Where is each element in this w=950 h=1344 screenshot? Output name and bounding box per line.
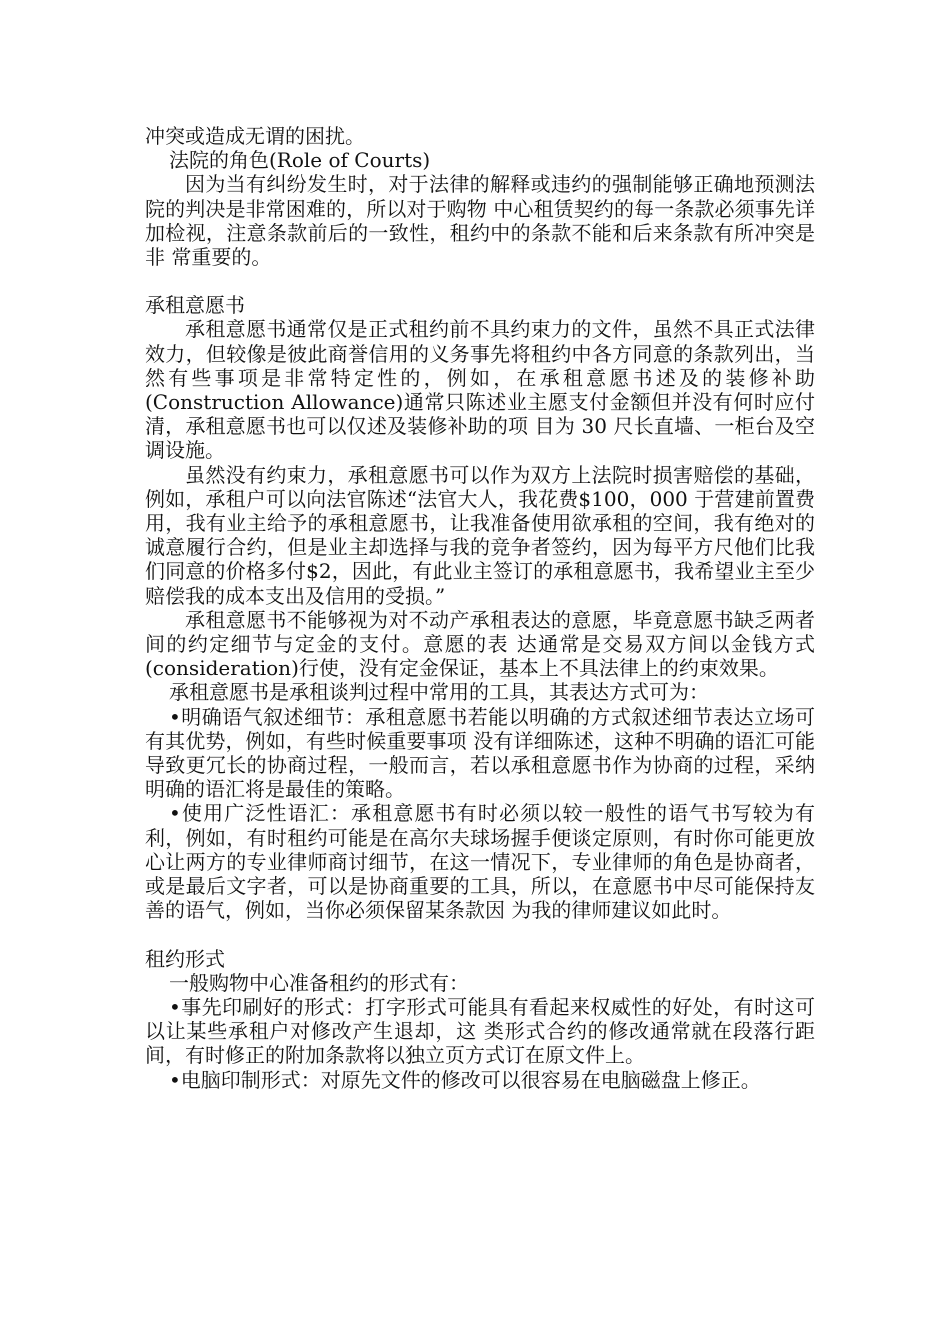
bullet-computer-form: •电脑印制形式：对原先文件的修改可以很容易在电脑磁盘上修正。 — [169, 1067, 761, 1092]
paragraph-courts: 因为当有纠纷发生时，对于法律的解释或违约的强制能够正确地预测法院的判决是非常困难的，所以对于购物 中心租赁契约的每一条款必须事先详加检视，注意条款前后的一致性，租约中的条款不能和后来条款有所冲突是非 常重要的。 — [145, 172, 815, 270]
bullet-general-language: •使用广泛性语汇：承租意愿书有时必须以较一般性的语气书写较为有利，例如，有时租约可能是在高尔夫球场握手便谈定原则，有时你可能更放心让两方的专业律师商讨细节，在这一情况下，专业律师的角色是协商者，或是最后文字者，可以是协商重要的工具，所以，在意愿书中尽可能保持友善的语气，例如，当你必须保留某条款因 为我的律师建议如此时。 — [145, 801, 815, 923]
bullet-preprinted-form: •事先印刷好的形式：打字形式可能具有看起来权威性的好处，有时这可以让某些承租户对修改产生退却，这 类形式合约的修改通常就在段落行距间，有时修正的附加条款将以独立页方式订在原文件上。 — [145, 994, 815, 1068]
paragraph-loi-3: 承租意愿书不能够视为对不动产承租表达的意愿，毕竟意愿书缺乏两者间的约定细节与定金的支付。意愿的表 达通常是交易双方间以金钱方式(consideration)行使，没有定金保证，基本上不具法律上的约束效果。 — [145, 607, 815, 681]
paragraph-continuation: 冲突或造成无谓的困扰。 — [145, 124, 365, 148]
paragraph-gap — [145, 923, 815, 947]
bullet-clear-language: •明确语气叙述细节：承租意愿书若能以明确的方式叙述细节表达立场可有其优势，例如，有些时候重要事项 没有详细陈述，这种不明确的语汇可能导致更冗长的协商过程，一般而言，若以承租意愿书作为协商的过程，采纳 明确的语汇将是最佳的策略。 — [145, 704, 815, 802]
document-page — [145, 124, 815, 1092]
subheading-role-of-courts: 法院的角色(Role of Courts) — [169, 148, 431, 173]
paragraph-loi-2: 虽然没有约束力，承租意愿书可以作为双方上法院时损害赔偿的基础，例如，承租户可以向法官陈述“法官大人，我花费$100，000 于营建前置费用，我有业主给予的承租意愿书，让我准备使用欲承租的空间，我有绝对的诚意履行合约，但是业主却选择与我的竞争者签约，因为每平方尺他们比我们同意的价格多付$2，因此，有此业主签订的承租意愿书，我希望业主至少赔偿我的成本支出及信用的受损。” — [145, 462, 815, 608]
paragraph-form-1: 一般购物中心准备租约的形式有： — [169, 970, 469, 995]
heading-lease-form: 租约形式 — [145, 946, 225, 971]
paragraph-gap — [145, 269, 815, 293]
heading-letter-of-intent: 承租意愿书 — [145, 293, 245, 318]
paragraph-loi-1: 承租意愿书通常仅是正式租约前不具约束力的文件，虽然不具正式法律效力，但较像是彼此商誉信用的义务事先将租约中各方同意的条款列出，当然有些事项是非常特定性的，例如，在承租意愿书述及的装修补助 (Construction Allowance)通常只陈述业主愿支付金额但并没有何时应付清，承租意愿书也可以仅述及装修补助的项 目为 30 尺长直墙、一柜台及空调设施。 — [145, 317, 815, 463]
paragraph-loi-4: 承租意愿书是承租谈判过程中常用的工具，其表达方式可为： — [169, 680, 709, 705]
